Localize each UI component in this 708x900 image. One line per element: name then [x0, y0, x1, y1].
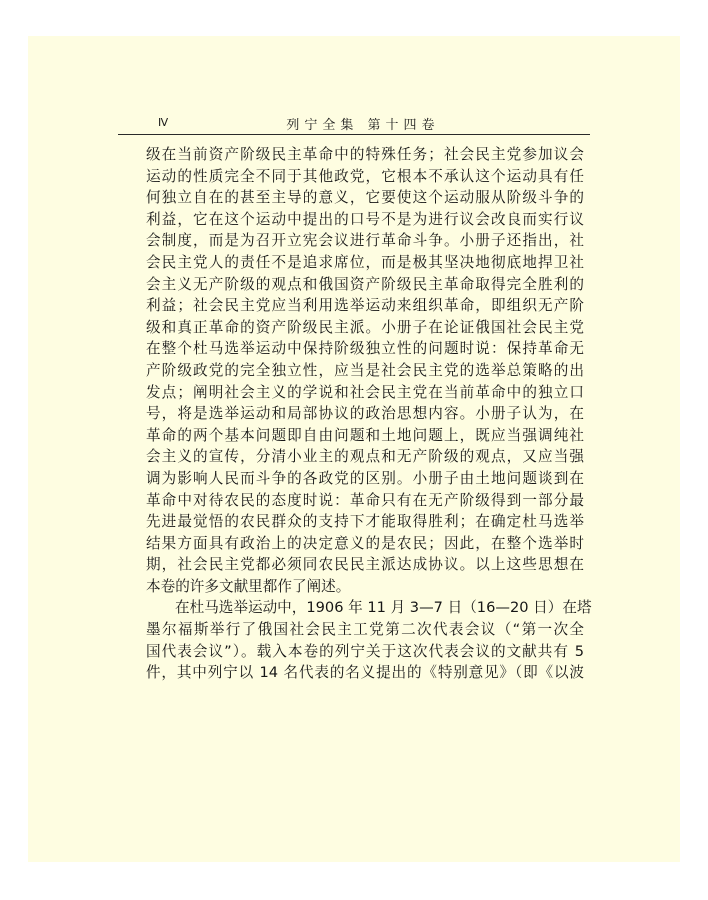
text-line: 会主义无产阶级的观点和俄国资产阶级民主革命取得完全胜利的: [146, 275, 584, 293]
text-line: 产阶级政党的完全独立性，应当是社会民主党的选举总策略的出: [146, 361, 584, 379]
text-line: 期，社会民主党都必须同农民民主派达成协议。以上这些思想在: [146, 556, 584, 574]
text-line: 在整个杜马选举运动中保持阶级独立性的问题时说：保持革命无: [146, 340, 584, 358]
body-text: [146, 144, 592, 684]
page-number: Ⅳ: [158, 117, 169, 129]
text-line: 会制度，而是为召开立宪会议进行革命斗争。小册子还指出，社: [146, 232, 584, 250]
text-line: 革命中对待农民的态度时说：革命只有在无产阶级得到一部分最: [146, 491, 584, 509]
text-line: 先进最觉悟的农民群众的支持下才能取得胜利；在确定杜马选举: [146, 513, 584, 531]
text-line: 号，将是选举运动和局部协议的政治思想内容。小册子认为，在: [146, 405, 584, 423]
text-line: 在杜马选举运动中，1906 年 11 月 3—7 日（16—20 日）在塔: [175, 599, 592, 617]
running-title: 列宁全集 第十四卷: [286, 118, 440, 133]
text-line: 墨尔福斯举行了俄国社会民主工党第二次代表会议（“第一次全: [146, 621, 584, 639]
text-line: 革命的两个基本问题即自由问题和土地问题上，既应当强调纯社: [146, 426, 584, 444]
text-line: 本卷的许多文献里都作了阐述。: [146, 577, 351, 595]
page-header: [118, 114, 590, 135]
text-line: 利益；社会民主党应当利用选举运动来组织革命，即组织无产阶: [146, 297, 584, 315]
text-line: 调为影响人民而斗争的各政党的区别。小册子由土地问题谈到在: [146, 469, 584, 487]
text-line: 件，其中列宁以 14 名代表的名义提出的《特别意见》（即《以波: [146, 664, 584, 682]
text-line: 运动的性质完全不同于其他政党，它根本不承认这个运动具有任: [146, 167, 584, 185]
text-line: 利益，它在这个运动中提出的口号不是为进行议会改良而实行议: [146, 210, 584, 228]
text-line: 会主义的宣传，分清小业主的观点和无产阶级的观点，又应当强: [146, 448, 584, 466]
text-line: 国代表会议”）。载入本卷的列宁关于这次代表会议的文献共有 5: [146, 642, 584, 660]
text-line: 结果方面具有政治上的决定意义的是农民；因此，在整个选举时: [146, 534, 584, 552]
text-line: 发点；阐明社会主义的学说和社会民主党在当前革命中的独立口: [146, 383, 584, 401]
text-line: 级和真正革命的资产阶级民主派。小册子在论证俄国社会民主党: [146, 318, 584, 336]
text-line: 会民主党人的责任不是追求席位，而是极其坚决地彻底地捍卫社: [146, 253, 584, 271]
text-line: 级在当前资产阶级民主革命中的特殊任务；社会民主党参加议会: [146, 146, 584, 163]
text-line: 何独立自在的甚至主导的意义，它要使这个运动服从阶级斗争的: [146, 189, 584, 207]
